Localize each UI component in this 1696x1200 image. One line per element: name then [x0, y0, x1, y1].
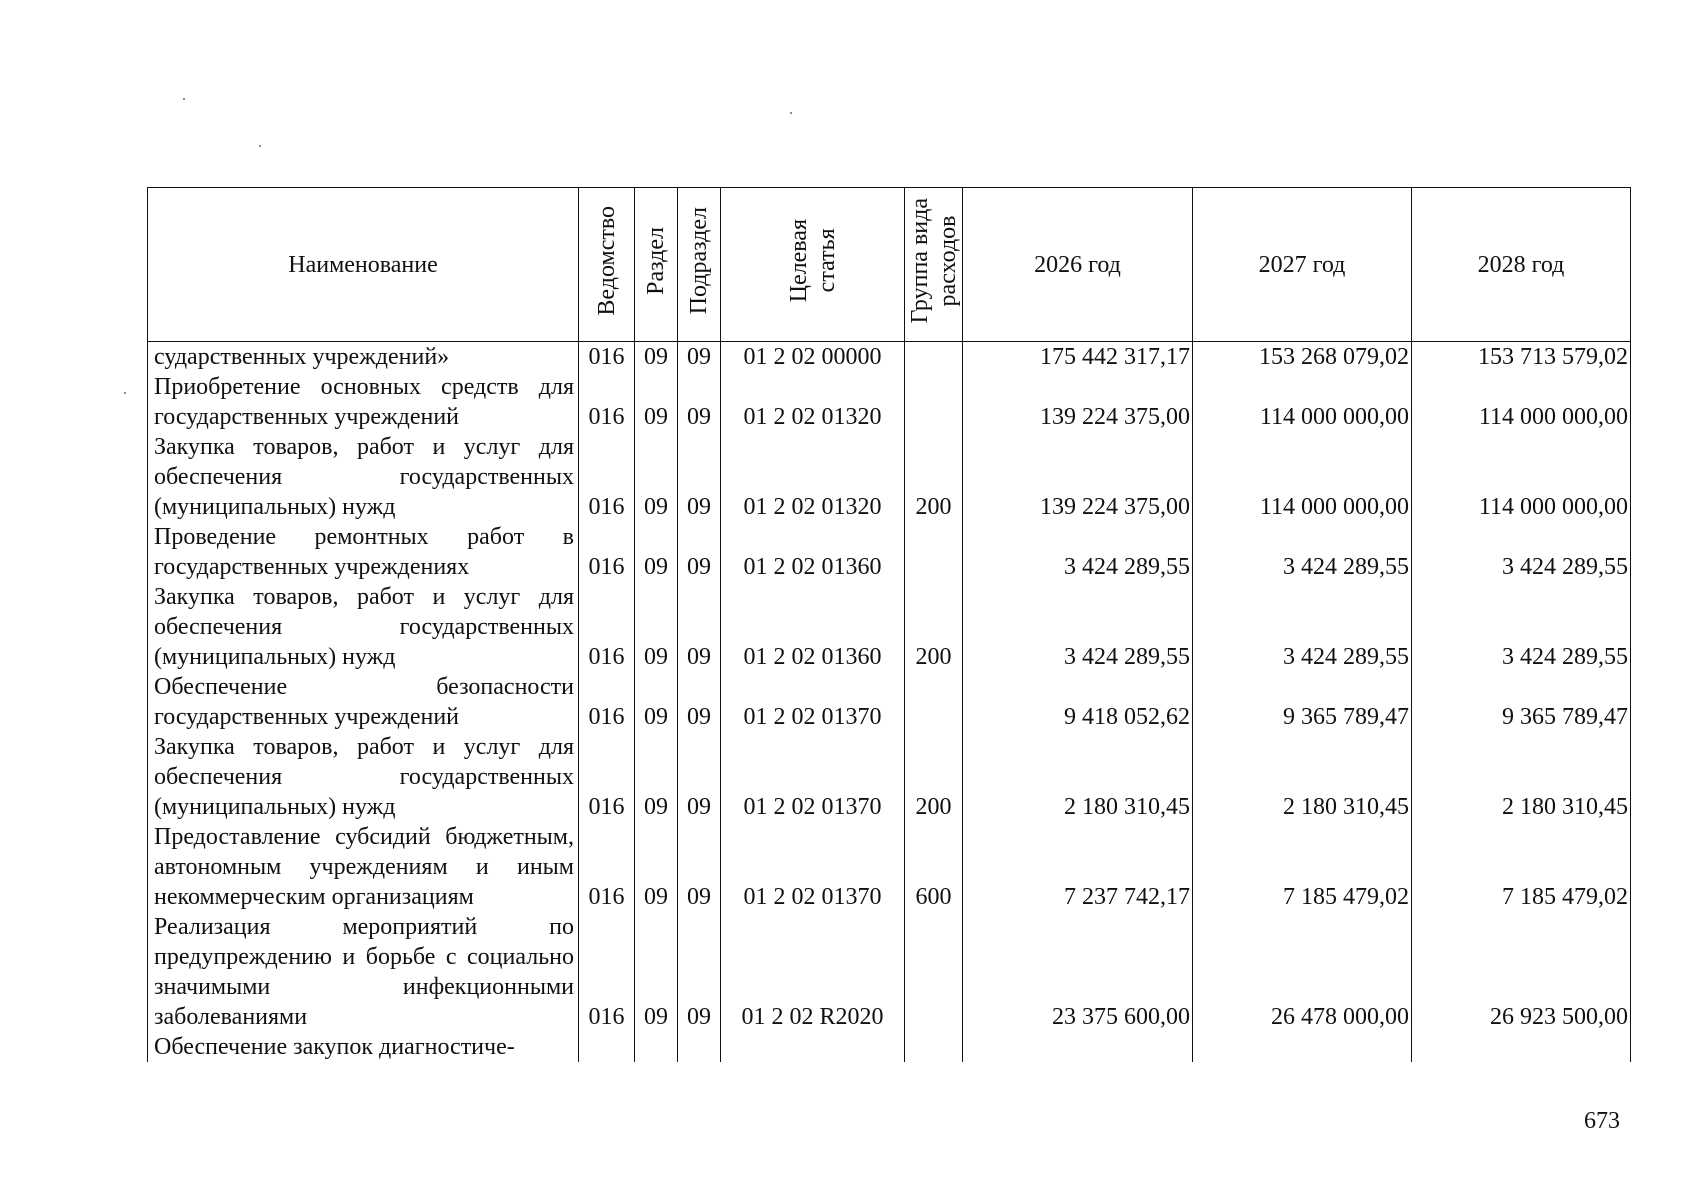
row-celevaya-statya: 01 2 02 01320: [721, 372, 905, 432]
row-podrazdel: 09: [678, 672, 721, 732]
header-vedomstvo-label: Ведомство: [593, 205, 620, 316]
row-razdel: 09: [635, 732, 678, 822]
row-vedomstvo: 016: [579, 912, 635, 1032]
row-podrazdel: 09: [678, 582, 721, 672]
table-row: [148, 432, 1631, 522]
row-amount-2026: 139 224 375,00: [963, 372, 1193, 432]
row-celevaya-statya: 01 2 02 00000: [721, 342, 905, 373]
header-year-2026: 2026 год: [963, 188, 1193, 342]
row-amount-2026: 7 237 742,17: [963, 822, 1193, 912]
row-name: сударственных учреждений»: [148, 342, 579, 373]
row-amount-2028: 3 424 289,55: [1412, 522, 1631, 582]
row-amount-2026: 23 375 600,00: [963, 912, 1193, 1032]
row-amount-2027: 26 478 000,00: [1193, 912, 1412, 1032]
row-vedomstvo: 016: [579, 822, 635, 912]
row-amount-2027: 3 424 289,55: [1193, 582, 1412, 672]
row-razdel: 09: [635, 912, 678, 1032]
row-celevaya-statya: 01 2 02 01360: [721, 582, 905, 672]
row-razdel: 09: [635, 582, 678, 672]
table-row: [148, 912, 1631, 1032]
row-razdel: 09: [635, 822, 678, 912]
row-vedomstvo: 016: [579, 432, 635, 522]
scan-speck: [790, 112, 792, 114]
row-name-continued: Обеспечение закупок диагностиче-: [148, 1032, 579, 1062]
row-amount-2026: 3 424 289,55: [963, 582, 1193, 672]
row-gruppa: 200: [905, 432, 963, 522]
row-vedomstvo: 016: [579, 582, 635, 672]
table-row: [148, 522, 1631, 582]
row-vedomstvo: 016: [579, 342, 635, 373]
row-podrazdel: 09: [678, 432, 721, 522]
table-row: [148, 732, 1631, 822]
table-header-row: [148, 188, 1631, 342]
scan-speck: [124, 392, 126, 394]
row-amount-2028: 3 424 289,55: [1412, 582, 1631, 672]
row-vedomstvo: 016: [579, 372, 635, 432]
empty-cell: [905, 1032, 963, 1062]
header-gruppa-label: Группа вида расходов: [906, 197, 961, 324]
row-amount-2028: 114 000 000,00: [1412, 432, 1631, 522]
row-name: Закупка товаров, работ и услуг для обеспечения государственных (муниципальных) нужд: [148, 432, 579, 522]
row-gruppa: [905, 522, 963, 582]
row-gruppa: 200: [905, 582, 963, 672]
empty-cell: [721, 1032, 905, 1062]
row-amount-2028: 9 365 789,47: [1412, 672, 1631, 732]
table-row: [148, 342, 1631, 373]
row-amount-2027: 9 365 789,47: [1193, 672, 1412, 732]
row-name: Приобретение основных средств для государственных учреждений: [148, 372, 579, 432]
row-celevaya-statya: 01 2 02 01370: [721, 732, 905, 822]
row-gruppa: [905, 672, 963, 732]
row-amount-2027: 7 185 479,02: [1193, 822, 1412, 912]
budget-table: [147, 187, 1631, 1062]
row-name: Закупка товаров, работ и услуг для обеспечения государственных (муниципальных) нужд: [148, 582, 579, 672]
row-name: Обеспечение безопасности государственных учреждений: [148, 672, 579, 732]
table-row: [148, 372, 1631, 432]
row-celevaya-statya: 01 2 02 01370: [721, 672, 905, 732]
row-celevaya-statya: 01 2 02 01320: [721, 432, 905, 522]
row-amount-2027: 114 000 000,00: [1193, 372, 1412, 432]
row-razdel: 09: [635, 372, 678, 432]
empty-cell: [1412, 1032, 1631, 1062]
header-podrazdel: [678, 188, 721, 342]
row-amount-2026: 175 442 317,17: [963, 342, 1193, 373]
row-amount-2028: 153 713 579,02: [1412, 342, 1631, 373]
row-gruppa: 200: [905, 732, 963, 822]
scan-speck: [259, 145, 261, 147]
row-razdel: 09: [635, 342, 678, 373]
header-celevaya-label: Целевая статья: [785, 218, 840, 303]
row-name: Закупка товаров, работ и услуг для обеспечения государственных (муниципальных) нужд: [148, 732, 579, 822]
header-gruppa-vida-raskhodov: [905, 188, 963, 342]
row-name: Предоставление субсидий бюджетным, автономным учреждениям и иным некоммерческим организациям: [148, 822, 579, 912]
empty-cell: [579, 1032, 635, 1062]
row-amount-2026: 2 180 310,45: [963, 732, 1193, 822]
row-amount-2026: 9 418 052,62: [963, 672, 1193, 732]
row-amount-2027: 2 180 310,45: [1193, 732, 1412, 822]
row-amount-2026: 139 224 375,00: [963, 432, 1193, 522]
row-razdel: 09: [635, 672, 678, 732]
empty-cell: [1193, 1032, 1412, 1062]
header-year-2027: 2027 год: [1193, 188, 1412, 342]
row-amount-2027: 114 000 000,00: [1193, 432, 1412, 522]
row-celevaya-statya: 01 2 02 01360: [721, 522, 905, 582]
row-vedomstvo: 016: [579, 732, 635, 822]
header-vedomstvo: [579, 188, 635, 342]
row-vedomstvo: 016: [579, 522, 635, 582]
row-name: Реализация мероприятий по предупреждению и борьбе с социально значимыми инфекционными заболеваниями: [148, 912, 579, 1032]
row-podrazdel: 09: [678, 522, 721, 582]
row-vedomstvo: 016: [579, 672, 635, 732]
row-gruppa: 600: [905, 822, 963, 912]
header-podrazdel-label: Подраздел: [686, 206, 712, 315]
row-amount-2028: 114 000 000,00: [1412, 372, 1631, 432]
row-name: Проведение ремонтных работ в государственных учреждениях: [148, 522, 579, 582]
row-podrazdel: 09: [678, 822, 721, 912]
row-razdel: 09: [635, 432, 678, 522]
row-podrazdel: 09: [678, 372, 721, 432]
empty-cell: [678, 1032, 721, 1062]
page-number: 673: [1584, 1108, 1620, 1134]
scan-speck: [183, 98, 185, 100]
table-row: [148, 822, 1631, 912]
row-amount-2027: 3 424 289,55: [1193, 522, 1412, 582]
table-row: [148, 672, 1631, 732]
empty-cell: [635, 1032, 678, 1062]
empty-cell: [963, 1032, 1193, 1062]
row-podrazdel: 09: [678, 912, 721, 1032]
row-gruppa: [905, 372, 963, 432]
table-row: [148, 582, 1631, 672]
header-celevaya-statya: [721, 188, 905, 342]
row-gruppa: [905, 342, 963, 373]
row-podrazdel: 09: [678, 342, 721, 373]
row-razdel: 09: [635, 522, 678, 582]
row-amount-2028: 2 180 310,45: [1412, 732, 1631, 822]
row-celevaya-statya: 01 2 02 R2020: [721, 912, 905, 1032]
row-celevaya-statya: 01 2 02 01370: [721, 822, 905, 912]
row-gruppa: [905, 912, 963, 1032]
row-amount-2027: 153 268 079,02: [1193, 342, 1412, 373]
row-amount-2026: 3 424 289,55: [963, 522, 1193, 582]
row-podrazdel: 09: [678, 732, 721, 822]
row-amount-2028: 7 185 479,02: [1412, 822, 1631, 912]
header-razdel: [635, 188, 678, 342]
row-amount-2028: 26 923 500,00: [1412, 912, 1631, 1032]
header-year-2028: 2028 год: [1412, 188, 1631, 342]
table-row-continued: [148, 1032, 1631, 1062]
header-name: Наименование: [148, 188, 579, 342]
header-razdel-label: Раздел: [643, 226, 669, 295]
